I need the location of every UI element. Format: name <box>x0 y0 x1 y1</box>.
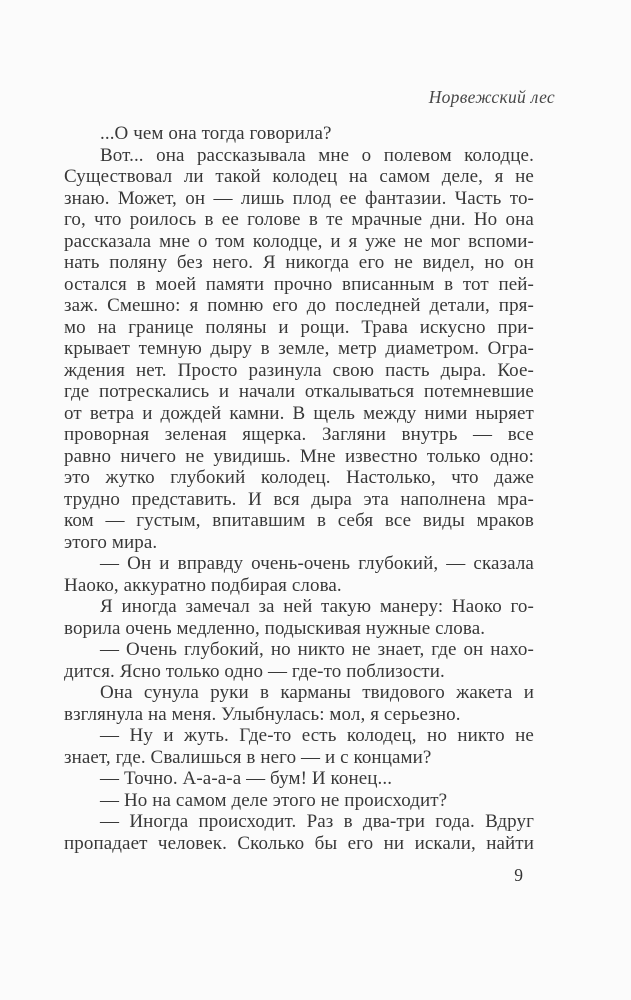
text-line: крывает темную дыру в земле, метр диаметром. Огра- <box>64 338 534 359</box>
text-line: нать поляну без него. Я никогда его не видел, но он <box>64 252 534 273</box>
text-line: остался в моей памяти прочно вписанным в тот пей- <box>64 273 534 295</box>
text-line: знает, где. Свалишься в него — и с концами? <box>64 746 432 768</box>
text-line: — Очень глубокий, но никто не знает, где он нахо- <box>100 639 534 660</box>
text-line: где потрескались и начали откалываться потемневшие <box>64 381 534 402</box>
text-line: мо на границе поляны и рощи. Трава искусно при- <box>64 316 534 338</box>
text-line: от ветра и дождей камни. В щель между ними ныряет <box>64 402 534 424</box>
text-line: Существовал ли такой колодец на самом деле, я не <box>64 166 534 187</box>
text-line: ком — густым, впитавшим в себя все виды мраков <box>64 510 534 531</box>
text-line: ...О чем она тогда говорила? <box>100 123 332 144</box>
text-line: проворная зеленая ящерка. Загляни внутрь — все <box>64 424 534 445</box>
text-line: трудно представить. И вся дыра эта наполнена мра- <box>64 488 534 510</box>
text-line: Вот... она рассказывала мне о полевом колодце. <box>100 144 534 166</box>
text-line: заж. Смешно: я помню его до последней детали, пря- <box>64 295 534 316</box>
running-header: Норвежский лес <box>428 87 555 107</box>
text-line: этого мира. <box>64 531 158 553</box>
text-line: Я иногда замечал за ней такую манеру: Наоко го- <box>100 596 534 617</box>
text-line: ждения нет. Просто разинула свою пасть дыра. Кое- <box>64 359 534 381</box>
text-line: — Иногда происходит. Раз в два-три года. Вдруг <box>100 811 534 832</box>
text-line: равно ничего не увидишь. Мне известно только одно: <box>64 445 534 467</box>
page-number: 9 <box>514 865 523 885</box>
text-line: знаю. Может, он — лишь плод ее фантазии. Часть то- <box>64 187 534 209</box>
text-line: — Он и вправду очень-очень глубокий, — сказала <box>100 553 534 574</box>
text-line: Наоко, аккуратно подбирая слова. <box>64 574 342 596</box>
text-line: го, что роилось в ее голове в те мрачные дни. Но она <box>64 209 534 230</box>
text-line: — Но на самом деле этого не происходит? <box>100 789 448 811</box>
text-line: пропадает человек. Сколько бы его ни искали, найти <box>64 832 534 854</box>
text-line: взглянула на меня. Улыбнулась: мол, я серьезно. <box>64 703 461 725</box>
text-line: рассказала мне о том колодце, и я уже не мог вспоми- <box>64 230 534 252</box>
page-text <box>64 123 534 854</box>
text-line: — Ну и жуть. Где-то есть колодец, но никто не <box>100 725 534 746</box>
text-line: ворила очень медленно, подыскивая нужные слова. <box>64 617 486 639</box>
text-line: дится. Ясно только одно — где-то поблизости. <box>64 660 445 682</box>
text-line: Она сунула руки в карманы твидового жакета и <box>100 682 534 703</box>
text-line: — Точно. А-а-а-а — бум! И конец... <box>100 768 393 789</box>
text-line: это жутко глубокий колодец. Настолько, что даже <box>64 467 534 488</box>
